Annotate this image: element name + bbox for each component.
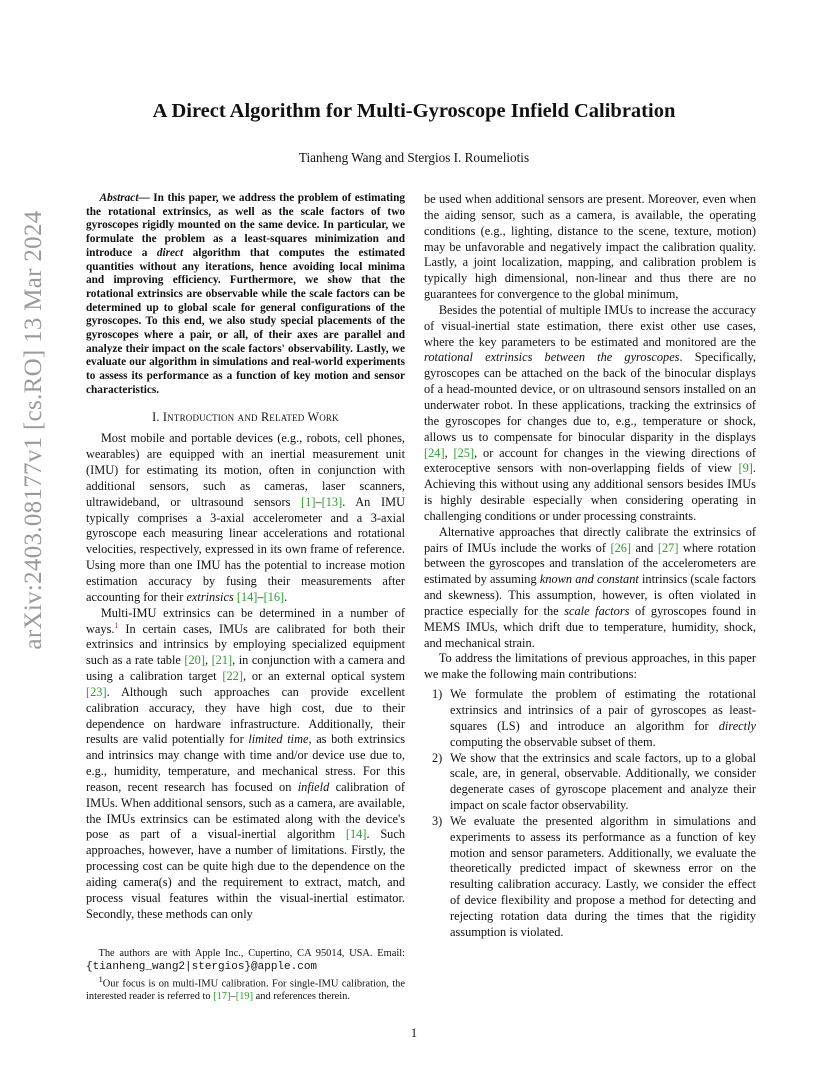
citation-link[interactable]: [9]: [738, 461, 753, 476]
list-number: 1): [432, 687, 443, 702]
text: . Achieving this without using any additional sensors besides IMUs is highly desirable especially when considering operating in challenging conditions or under processing constraints.: [424, 461, 756, 523]
text: .: [284, 589, 288, 604]
text: . Although such approaches can provide excellent calibration accuracy, they have high cost, due to their dependence on hardware infrastructure. Additionally, their results are valid potentially for: [86, 684, 405, 747]
list-item: [424, 751, 756, 814]
section-heading: I. Introduction and Related Work: [152, 409, 339, 424]
list-item: [424, 687, 756, 750]
list-number: 3): [432, 813, 443, 828]
citation-link[interactable]: [21]: [211, 653, 233, 668]
text: , or account for changes in the viewing directions of exteroceptive sensors with non-overlapping fields of view: [424, 445, 756, 476]
citation-link[interactable]: [16]: [263, 589, 285, 604]
abstract-text: In this paper, we address the problem of estimating the rotational extrinsics, as well as the scale factors of two gyroscopes rigidly mounted on the same device. In particular, we formulate the problem as a least-squares minimization and introduce a: [86, 192, 405, 259]
text: and references therein.: [253, 991, 350, 1003]
paper-title: A Direct Algorithm for Multi-Gyroscope Infield Calibration: [152, 100, 676, 122]
citation-link[interactable]: [25]: [453, 445, 475, 460]
citation-link[interactable]: [27]: [657, 540, 679, 555]
footnote-affiliation: [86, 948, 405, 973]
paragraph: [424, 303, 756, 525]
abstract-label: Abstract—: [99, 192, 150, 204]
text: We formulate the problem of estimating the rotational extrinsics and intrinsics of a pair of gyroscopes as least-squares (LS) and introduce an algorithm for: [450, 687, 756, 733]
citation-link[interactable]: [17]: [213, 991, 231, 1003]
list-item: [424, 814, 756, 941]
text: –: [230, 991, 236, 1003]
text: We evaluate the presented algorithm in simulations and experiments to assess its performance as a function of key motion and sensor parameters. Additionally, we evaluate the theoretically predicted impact of skewness error on the resulting calibration accuracy. Lastly, we consider the effect of device flexibility and propose a method for detecting and rejecting rotation data during the times that the rigidity assumption is violated.: [450, 813, 756, 939]
emphasis: limited time: [248, 732, 309, 747]
citation-link[interactable]: [20]: [184, 653, 205, 668]
footnote-1: [86, 973, 405, 1004]
text: . Specifically, gyroscopes can be attached on the back of the binocular displays of a head-mounted device, or on ultrasound sensors installed on an underwater robot. In these applications, tracking the extrinsics of the gyroscopes for changes due to, e.g., temperature or shock, allows us to compensate for binocular disparity in the displays: [424, 350, 756, 444]
footnote-mark: 1: [98, 974, 103, 985]
citation-link[interactable]: [14]: [236, 589, 258, 604]
list-number: 2): [432, 750, 443, 765]
citation-link[interactable]: [26]: [610, 540, 632, 555]
citation-link[interactable]: [13]: [321, 494, 343, 509]
paragraph: [86, 606, 405, 923]
arxiv-watermark: [14, 210, 54, 650]
contributions-list: [424, 687, 756, 941]
text: , or an external optical system: [242, 669, 405, 684]
abstract: [86, 192, 405, 398]
paper-authors: Tianheng Wang and Stergios I. Roumeliotis: [298, 150, 530, 165]
citation-link[interactable]: [24]: [424, 445, 445, 460]
text: ,: [204, 653, 212, 668]
emphasis: rotational extrinsics between the gyroscopes: [424, 350, 680, 365]
text: intrinsics (scale factors and skewness). This assumption, however, is often violated in practice especially for the: [424, 572, 756, 618]
footnote-link[interactable]: 1: [114, 620, 119, 630]
text: Multi-IMU extrinsics can be determined in a number of ways.: [86, 605, 405, 636]
paragraph: [424, 525, 756, 652]
text: In certain cases, IMUs are calibrated for both their extrinsics and intrinsics by employing specialized equipment such as a rate table: [86, 621, 405, 668]
text: where rotation between the gyroscopes and translation of the accelerometers are estimated by assuming: [424, 540, 756, 587]
text: –: [315, 494, 322, 509]
text: –: [257, 589, 264, 604]
emphasis: extrinsics: [186, 589, 234, 604]
text: . Such approaches, however, have a number of limitations. Firstly, the processing cost can be quite high due to the dependence on the aiding camera(s) and the requirement to extract, match, and process visual features within the visual-inertial estimator. Secondly, these methods can only: [86, 827, 406, 921]
abstract-text: algorithm that computes the estimated quantities without any iterations, hence avoiding local minima and improving efficiency. Furthermore, we show that the rotational extrinsics are observable while the scale factors can be determined up to global scale for general configurations of the gyroscopes. To this end, we also study special placements of the gyroscopes where a pair, or all, of their axes are parallel and analyze their impact on the scale factors' observability. Lastly, we evaluate our algorithm in simulations and real-world experiments to assess its performance as a function of key motion and sensor characteristics.: [86, 246, 405, 396]
text: . An IMU typically comprises a 3-axial accelerometer and a 3-axial gyroscope each measuring linear accelerations and rotational velocities, respectively, expressed in its own frame of reference. Using more than one IMU has the potential to increase motion estimation accuracy by fusing their measurements after accounting for their: [86, 494, 405, 604]
text: , in conjunction with a camera and using a calibration target: [86, 653, 405, 684]
emphasis: infield: [297, 779, 330, 794]
text: The authors are with Apple Inc., Cupertino, CA 95014, USA. Email:: [98, 948, 405, 959]
footnotes: [86, 948, 405, 1004]
paragraph: To address the limitations of previous approaches, in this paper we make the following main contributions:: [424, 651, 756, 682]
text: calibration of IMUs. When additional sensors, such as a camera, are available, the IMUs extrinsics can be estimated along with the device's pose as part of a visual-inertial algorithm: [86, 779, 405, 842]
citation-link[interactable]: [22]: [222, 669, 243, 684]
paragraph: be used when additional sensors are present. Moreover, even when the aiding sensor, such as a camera, is available, the operating conditions (e.g., lighting, distance to the scene, texture, motion) may be unfavorable and negatively impact the calibration quality. Lastly, a joint localization, mapping, and calibration problem is typically high dimensional, non-linear and thus there are no guarantees for convergence to the global minimum,: [424, 192, 756, 302]
text: We show that the extrinsics and scale factors, up to a global scale, are, in general, observable. Additionally, we consider degenerate cases of gyroscope placement and analyze their impact on scale factor observability.: [450, 750, 756, 813]
citation-link[interactable]: [1]: [301, 494, 316, 509]
citation-link[interactable]: [14]: [345, 827, 367, 842]
paragraph: [86, 431, 405, 605]
page-number: 1: [410, 1026, 418, 1040]
emphasis: scale factors: [564, 603, 630, 618]
left-column: [86, 192, 405, 923]
emphasis: known and constant: [539, 572, 639, 587]
text: Alternative approaches that directly calibrate the extrinsics of pairs of IMUs include the works of: [424, 524, 756, 555]
text: Most mobile and portable devices (e.g., robots, cell phones, wearables) are equipped with an inertial measurement unit (IMU) for estimating its motion, often in conjunction with additional sensors, such as cameras, laser scanners, ultrawideband, or ultrasound sensors: [86, 431, 405, 509]
text: Our focus is on multi-IMU calibration. For single-IMU calibration, the interested reader is referred to: [86, 978, 405, 1003]
author-email: {tianheng_wang2|stergios}@apple.com: [86, 960, 318, 973]
citation-link[interactable]: [23]: [86, 684, 107, 699]
text: , as both extrinsics and intrinsics may change with time and/or device use due to, e.g., humidity, temperature, and mechanical stress. For this reason, recent research has focused on: [86, 732, 405, 794]
text: Besides the potential of multiple IMUs to increase the accuracy of visual-inertial state estimation, there exist other use cases, where the key parameters to be estimated and monitored are the: [424, 302, 756, 349]
emphasis: directly: [718, 718, 756, 733]
text: ,: [444, 445, 454, 460]
text: computing the observable subset of them.: [450, 734, 656, 749]
right-column: [424, 192, 756, 941]
arxiv-id: arXiv:2403.08177v1 [cs.RO] 13 Mar 2024: [20, 210, 47, 650]
text: of gyroscopes found in MEMS IMUs, which drift due to temperature, humidity, shock, and mechanical strain.: [424, 603, 756, 650]
abstract-emphasis: direct: [156, 246, 184, 259]
citation-link[interactable]: [19]: [235, 991, 254, 1003]
text: and: [631, 540, 658, 555]
